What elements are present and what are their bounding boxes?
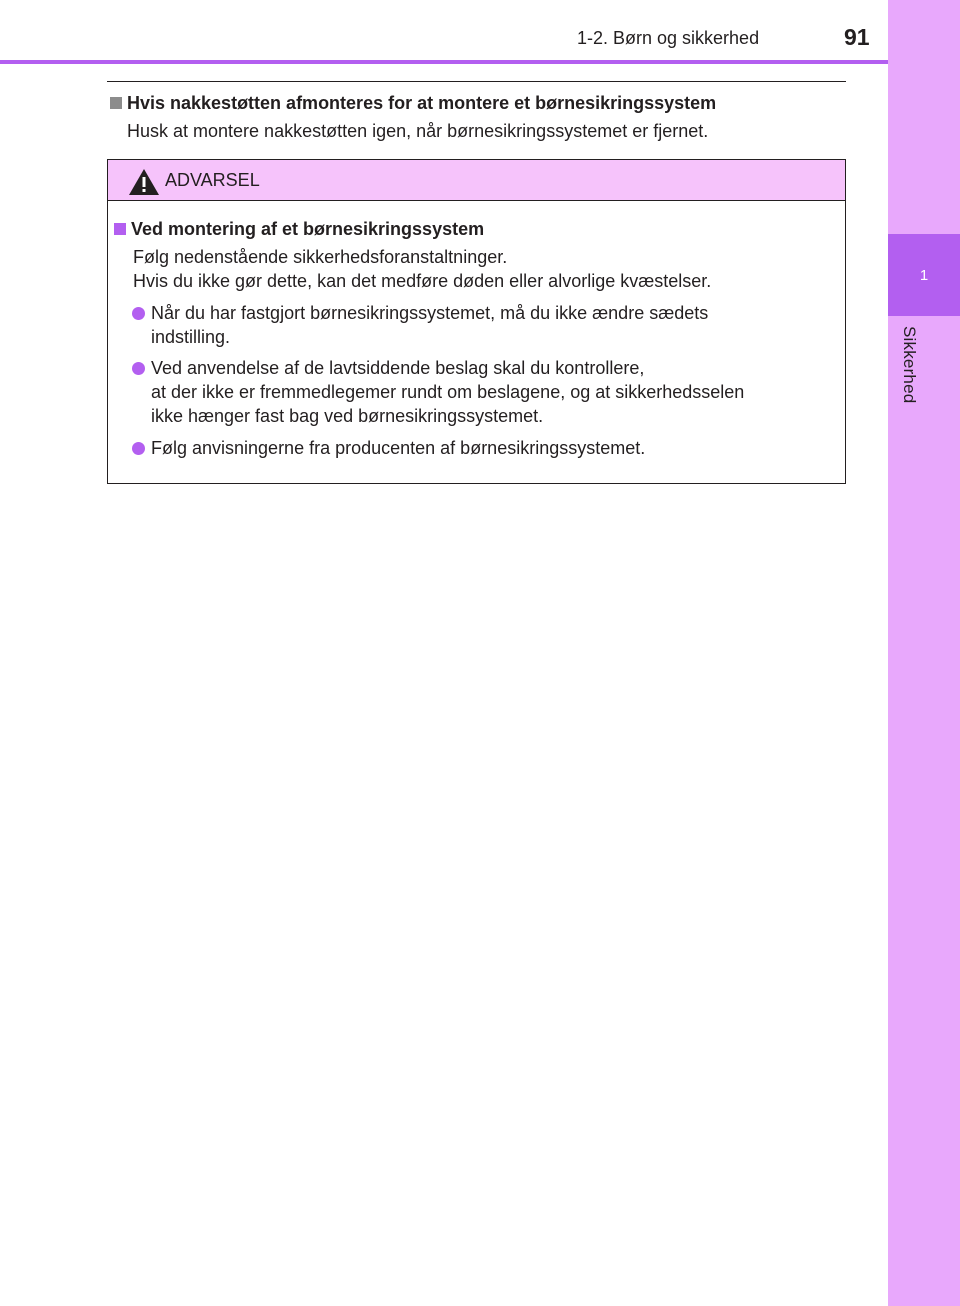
warning-bullet-line: Ved anvendelse af de lavtsiddende beslag skal du kontrollere, <box>151 358 645 378</box>
warning-bullet <box>151 356 744 428</box>
warning-bullet <box>151 436 645 460</box>
section-body: Husk at montere nakkestøtten igen, når børnesikringssystemet er fjernet. <box>127 121 709 141</box>
chapter-number: 1 <box>888 234 960 316</box>
warning-heading-text: Ved montering af et børnesikringssystem <box>131 219 485 239</box>
warning-intro-line: Følg nedenstående sikkerhedsforanstaltninger. <box>133 247 508 267</box>
warning-bullet-line: Følg anvisningerne fra producenten af børnesikringssystemet. <box>151 438 646 458</box>
warning-box <box>107 159 846 484</box>
chapter-side-tab <box>888 0 960 1306</box>
warning-heading <box>114 219 484 240</box>
warning-bullet-line: ikke hænger fast bag ved børnesikringssystemet. <box>151 406 544 426</box>
header-rule <box>0 60 888 64</box>
round-bullet-icon <box>132 362 145 375</box>
square-bullet-icon <box>114 223 126 235</box>
page-number: 91 <box>844 24 870 50</box>
warning-triangle-icon <box>128 168 160 196</box>
warning-header <box>108 160 845 201</box>
warning-bullet-line: at der ikke er fremmedlegemer rundt om beslagene, og at sikkerhedsselen <box>151 382 745 402</box>
warning-bullet-line: Når du har fastgjort børnesikringssystemet, må du ikke ændre sædets <box>151 303 709 323</box>
warning-bullet-line: indstilling. <box>151 327 231 347</box>
round-bullet-icon <box>132 442 145 455</box>
content-divider <box>107 81 846 82</box>
square-bullet-icon <box>110 97 122 109</box>
warning-title: ADVARSEL <box>165 170 260 190</box>
section-heading <box>110 93 716 114</box>
warning-bullet <box>151 301 708 349</box>
chapter-label: Sikkerhed <box>900 326 919 404</box>
header-section-title: 1-2. Børn og sikkerhed <box>577 28 760 48</box>
warning-intro-line: Hvis du ikke gør dette, kan det medføre døden eller alvorlige kvæstelser. <box>133 271 712 291</box>
section-heading-text: Hvis nakkestøtten afmonteres for at montere et børnesikringssystem <box>127 93 717 113</box>
round-bullet-icon <box>132 307 145 320</box>
